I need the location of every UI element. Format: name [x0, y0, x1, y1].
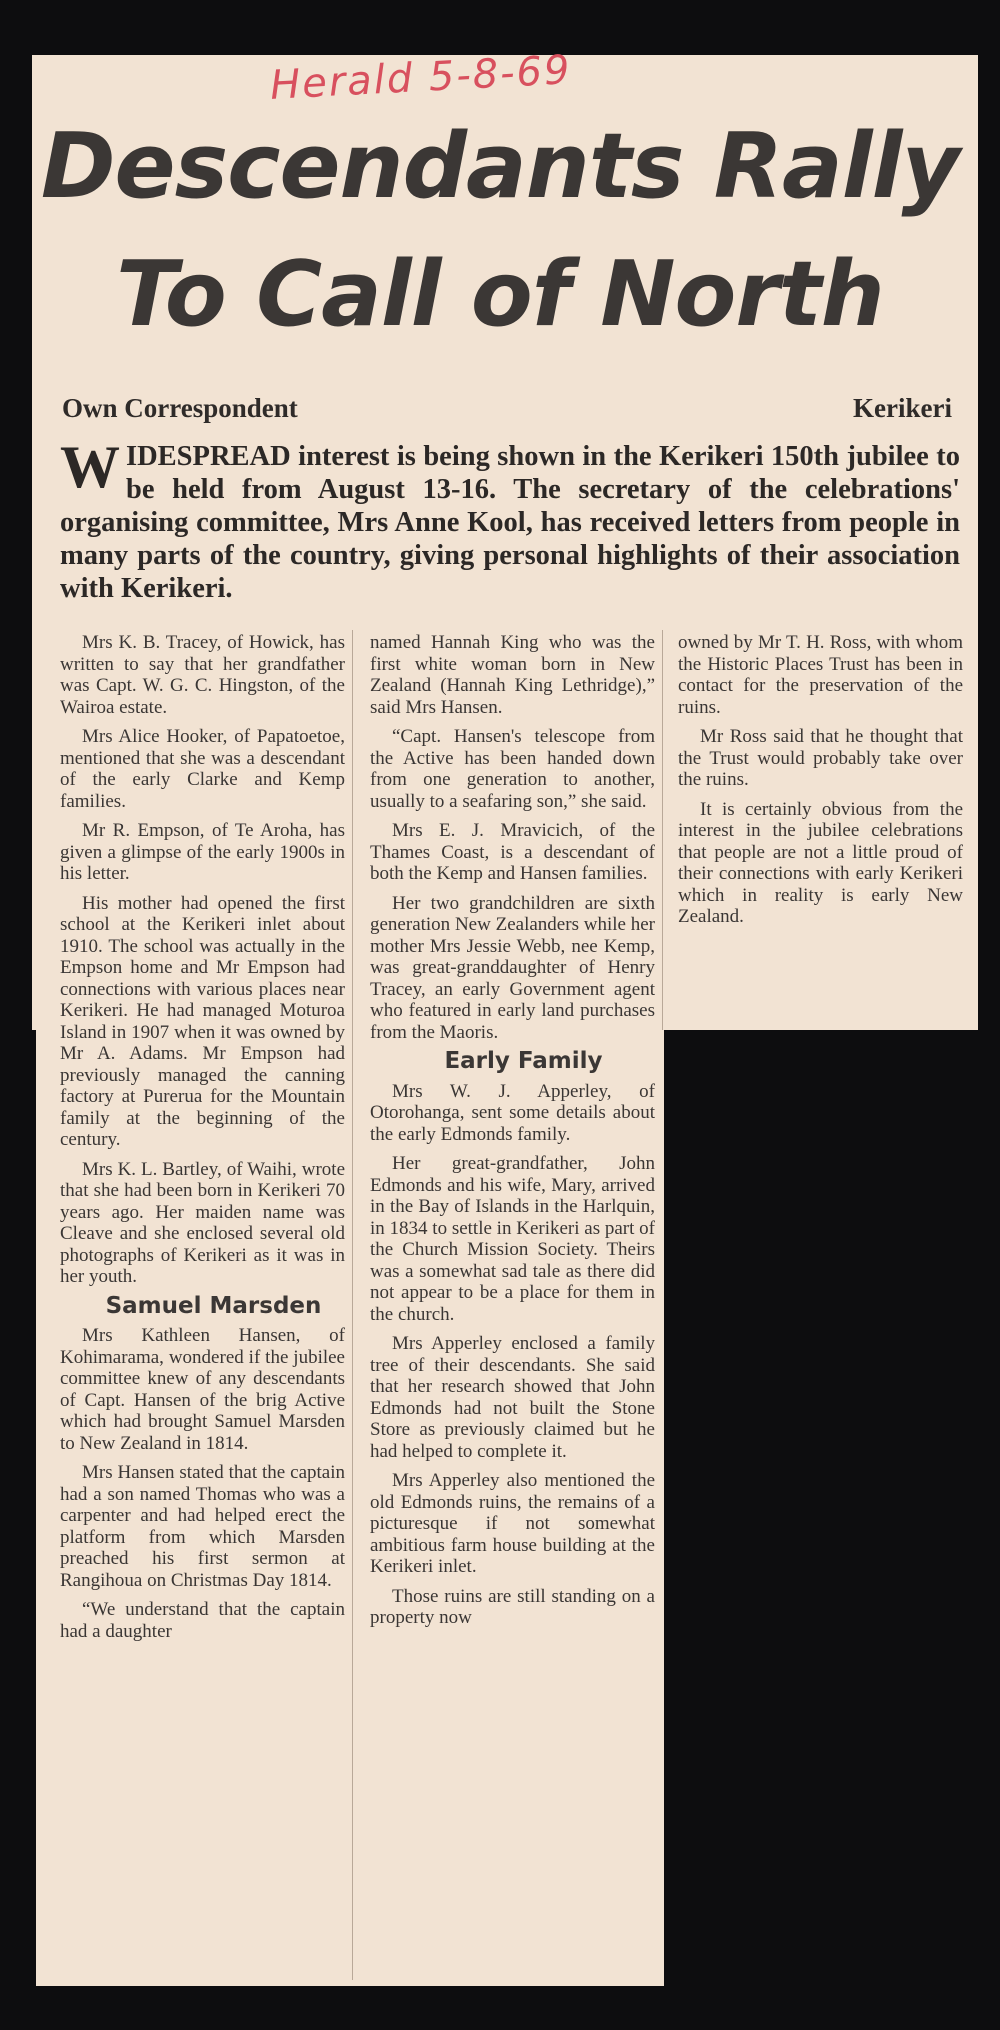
paragraph: Mrs Apperley also mentioned the old Edmonds ruins, the remains of a picturesque if not somewhat ambitious farm house building at the Kerikeri inlet. — [370, 1470, 655, 1577]
subheading-early-family: Early Family — [444, 1048, 603, 1074]
paragraph: owned by Mr T. H. Ross, with whom the Historic Places Trust has been in contact for the preservation of the ruins. — [678, 632, 963, 718]
paragraph: Mrs Apperley enclosed a family tree of their descendants. She said that her research showed that John Edmonds had not built the Stone Store as previously claimed but he had helped to complete it. — [370, 1333, 655, 1462]
paragraph: Mrs Kathleen Hansen, of Kohimarama, wondered if the jubilee committee knew of any descendants of Capt. Hansen of the brig Active which had brought Samuel Marsden to New Zealand in 1814. — [60, 1325, 345, 1454]
handwritten-note: Herald 5-8-69 — [269, 47, 573, 109]
paragraph: Her two grandchildren are sixth generation New Zealanders while her mother Mrs Jessie Webb, nee Kemp, was great-granddaughter of Henry Tracey, an early Government agent who featured in early land purchases from the Maoris. — [370, 892, 655, 1043]
byline-author: Own Correspondent — [62, 393, 298, 423]
paragraph: Mrs Alice Hooker, of Papatoetoe, mentioned that she was a descendant of the early Clarke and Kemp families. — [60, 726, 345, 812]
paragraph: Mrs K. B. Tracey, of Howick, has written to say that her grandfather was Capt. W. G. C. Hingston, of the Wairoa estate. — [60, 632, 345, 718]
paragraph: Mr Ross said that he thought that the Trust would probably take over the ruins. — [678, 726, 963, 790]
lede-paragraph — [60, 434, 960, 605]
paragraph: Mrs K. L. Bartley, of Waihi, wrote that she had been born in Kerikeri 70 years ago. Her maiden name was Cleave and she enclosed several old photographs of Kerikeri as it was in her youth. — [60, 1158, 345, 1287]
byline-location: Kerikeri — [853, 393, 952, 423]
paragraph: “Capt. Hansen's telescope from the Active has been handed down from one generation to another, usually to a seafaring son,” she said. — [370, 726, 655, 812]
paragraph: Mrs Hansen stated that the captain had a son named Thomas who was a carpenter and had helped erect the platform from which Marsden preached his first sermon at Rangihoua on Christmas Day 1814. — [60, 1462, 345, 1591]
paragraph: Her great-grandfather, John Edmonds and his wife, Mary, arrived in the Bay of Islands in the Harlquin, in 1834 to settle in Kerikeri as part of the Church Mission Society. Theirs was a somewhat sad tale as there did not appear to be a place for them in the church. — [370, 1153, 655, 1325]
article-column-1 — [60, 632, 345, 1650]
column-divider — [352, 630, 353, 1980]
paragraph: Mr R. Empson, of Te Aroha, has given a glimpse of the early 1900s in his letter. — [60, 820, 345, 884]
headline-line-1: Descendants Rally — [40, 114, 960, 219]
article-column-3 — [678, 632, 963, 936]
paragraph: Those ruins are still standing on a property now — [370, 1585, 655, 1628]
paragraph: named Hannah King who was the first white woman born in New Zealand (Hannah King Lethridge),” said Mrs Hansen. — [370, 632, 655, 718]
subheading-samuel-marsden: Samuel Marsden — [105, 1292, 322, 1319]
lede-text: IDESPREAD interest is being shown in the Kerikeri 150th jubilee to be held from August 13-16. The secretary of the celebrations' organising committee, Mrs Anne Kool, has received letters from people in many parts of the country, giving personal highlights of their association with Kerikeri. — [60, 441, 960, 604]
paragraph: Mrs E. J. Mravicich, of the Thames Coast, is a descendant of both the Kemp and Hansen families. — [370, 820, 655, 884]
headline-line-2: To Call of North — [116, 242, 884, 347]
paragraph: His mother had opened the first school at the Kerikeri inlet about 1910. The school was actually in the Empson home and Mr Empson had connections with various places near Kerikeri. He had managed Moturoa Island in 1907 when it was owned by Mr A. Adams. Mr Empson had previously managed the canning factory at Purerua for the Mountain family at the beginning of the century. — [60, 892, 345, 1150]
article-column-2 — [370, 632, 655, 1637]
column-divider — [662, 630, 663, 1030]
paragraph: It is certainly obvious from the interest in the jubilee celebrations that people are not a little proud of their connections with early Kerikeri which in reality is early New Zealand. — [678, 798, 963, 927]
paragraph: “We understand that the captain had a daughter — [60, 1599, 345, 1642]
drop-cap: W — [60, 434, 120, 500]
paragraph: Mrs W. J. Apperley, of Otorohanga, sent some details about the early Edmonds family. — [370, 1080, 655, 1145]
